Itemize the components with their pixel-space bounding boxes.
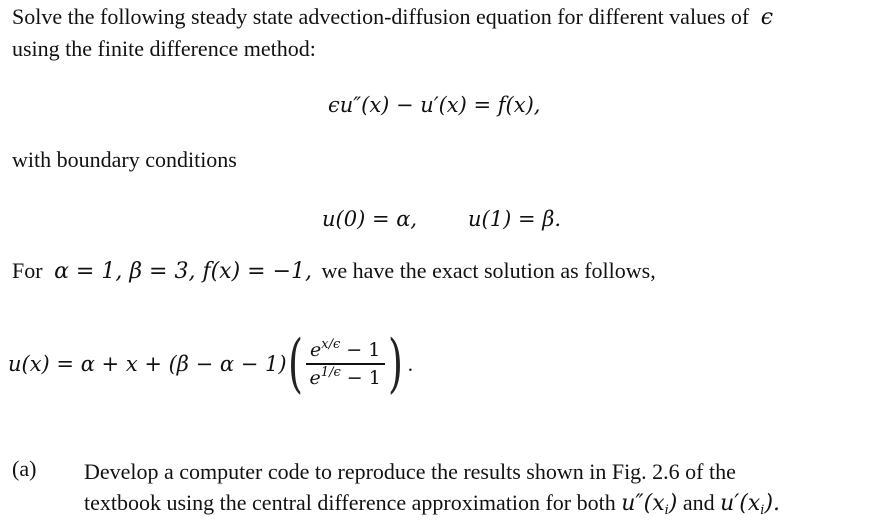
second-derivative-subscript: i xyxy=(664,503,669,518)
exact-solution xyxy=(8,322,413,406)
task-and: and xyxy=(682,490,715,515)
intro-text: Solve the following steady state advection-diffusion equation for different values of xyxy=(12,4,750,29)
boundary-condition-left: u(0) = α, xyxy=(322,207,418,231)
boundary-condition-right: u(1) = β. xyxy=(468,207,562,231)
right-paren: ) xyxy=(387,327,403,401)
left-paren: ( xyxy=(287,327,303,401)
task-line-2 xyxy=(84,487,780,519)
first-derivative-subscript: i xyxy=(760,503,765,518)
denominator-base: e xyxy=(309,366,321,389)
second-derivative-close: ) xyxy=(668,491,678,516)
given-suffix: we have the exact solution as follows, xyxy=(321,258,656,283)
intro-line-1 xyxy=(12,4,773,31)
first-derivative-term: u′(x xyxy=(720,491,761,516)
fraction-denominator xyxy=(306,364,385,389)
numerator-base: e xyxy=(310,339,322,362)
denominator-exponent: 1/ϵ xyxy=(320,364,341,380)
fraction-numerator xyxy=(306,339,384,361)
exact-solution-end: . xyxy=(407,351,414,376)
denominator-tail: − 1 xyxy=(340,366,381,389)
numerator-tail: − 1 xyxy=(340,339,381,362)
task-math-second-derivative xyxy=(621,491,677,516)
second-derivative-term: u″(x xyxy=(621,491,665,516)
given-values: α = 1, β = 3, f(x) = −1, xyxy=(54,259,313,284)
task-math-first-derivative xyxy=(720,491,780,516)
task-line-2-text: textbook using the central difference approximation for both xyxy=(84,490,616,515)
first-derivative-close: ). xyxy=(764,491,781,516)
numerator-exponent: x/ϵ xyxy=(321,337,341,353)
task-text xyxy=(84,456,780,519)
fraction-bar xyxy=(306,363,385,365)
boundary-intro: with boundary conditions xyxy=(12,147,237,172)
task-label: (a) xyxy=(12,456,37,481)
exact-solution-lhs: u(x) = α + x + (β − α − 1) xyxy=(8,352,287,376)
task-line-1: Develop a computer code to reproduce the results shown in Fig. 2.6 of the xyxy=(84,459,736,484)
main-equation: ϵu″(x) − u′(x) = f(x), xyxy=(328,93,541,117)
intro-line-2: using the finite difference method: xyxy=(12,36,316,61)
epsilon-symbol: ϵ xyxy=(760,5,774,30)
given-prefix: For xyxy=(12,258,43,283)
fraction xyxy=(306,339,385,389)
given-values-line xyxy=(12,258,656,285)
